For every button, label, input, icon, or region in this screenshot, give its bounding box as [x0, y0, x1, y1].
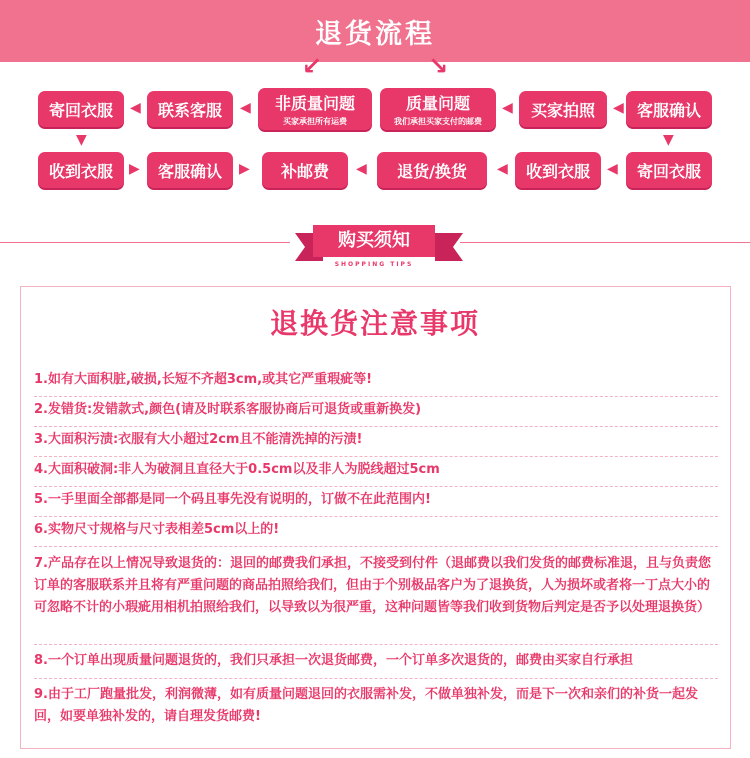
- arrow-right-icon: ▶: [239, 161, 250, 177]
- arrow-left-icon: ◀: [497, 161, 508, 177]
- rule-7: 7.产品存在以上情况导致退货的：退回的邮费我们承担，不接受到付件（退邮费以我们发货的邮费标准退，且与负责您订单的客服联系并且将有严重问题的商品拍照给我们，但由于个别极品客户为了退换货，人为损坏或者将一丁点大小的可忽略不计的小瑕疵用相机拍照给我们，以导致以为很严重，这种问题皆等我们收到货物后判定是否予以处理退换货）: [34, 556, 711, 615]
- rule-divider: [34, 396, 718, 397]
- arrow-left-icon: ◀: [607, 161, 618, 177]
- flow-step-service-confirm: 客服确认: [626, 91, 712, 127]
- notice-title: 退换货注意事项: [269, 307, 480, 340]
- rule-6: 6.实物尺寸规格与尺寸表相差5cm以上的!: [34, 522, 280, 537]
- flow-step-pay-postage: 补邮费: [262, 152, 348, 188]
- rule-5: 5.一手里面全部都是同一个码且事先没有说明的，订做不在此范围内!: [34, 492, 431, 507]
- shopping-tips-ribbon: 购买须知: [313, 225, 435, 257]
- flow-step-contact-service: 联系客服: [147, 91, 233, 127]
- shopping-tips-subtitle: SHOPPING TIPS: [334, 261, 414, 268]
- flow-step-return-exchange: 退货/换货: [377, 152, 487, 188]
- arrow-down-icon: ▼: [76, 132, 87, 148]
- return-process-title: 退货流程: [315, 19, 435, 50]
- arrow-left-icon: ◀: [240, 100, 251, 116]
- arrow-left-icon: ◀: [613, 100, 624, 116]
- flow-step-receive-clothes-2: 收到衣服: [515, 152, 601, 188]
- rule-divider: [34, 426, 718, 427]
- rule-divider: [34, 546, 718, 547]
- rule-4: 4.大面积破洞:非人为破洞且直径大于0.5cm以及非人为脱线超过5cm: [34, 462, 440, 477]
- rule-2: 2.发错货:发错款式,颜色(请及时联系客服协商后可退货或重新换发): [34, 402, 422, 417]
- rule-3: 3.大面积污渍:衣服有大小超过2cm且不能清洗掉的污渍!: [34, 432, 363, 447]
- arrow-down-right-icon: ↘: [428, 52, 449, 80]
- flow-step-non-quality: 非质量问题 买家承担所有运费: [258, 88, 372, 130]
- rule-divider: [34, 516, 718, 517]
- flow-step-buyer-photo: 买家拍照: [519, 91, 607, 127]
- divider-left: [0, 242, 290, 243]
- ribbon-tail-right: [435, 233, 463, 261]
- divider-right: [460, 242, 750, 243]
- rule-1: 1.如有大面积脏,破损,长短不齐超3cm,或其它严重瑕疵等!: [34, 372, 373, 387]
- rule-9: 9.由于工厂跑量批发，利润微薄，如有质量问题退回的衣服需补发，不做单独补发，而是下一次和亲们的补货一起发回，如要单独补发的，请自理发货邮费!: [34, 687, 698, 724]
- arrow-right-icon: ▶: [129, 161, 140, 177]
- rule-divider: [34, 486, 718, 487]
- rule-divider: [34, 678, 718, 679]
- arrow-left-icon: ◀: [502, 100, 513, 116]
- flow-step-receive-clothes: 收到衣服: [38, 152, 124, 188]
- arrow-left-icon: ◀: [130, 100, 141, 116]
- flow-step-service-confirm-2: 客服确认: [147, 152, 233, 188]
- flow-step-send-back-2: 寄回衣服: [626, 152, 712, 188]
- arrow-down-left-icon: ↙: [302, 52, 323, 80]
- rule-divider: [34, 456, 718, 457]
- flow-step-quality: 质量问题 我们承担买家支付的邮费: [380, 88, 496, 130]
- notice-panel: [20, 286, 731, 749]
- rule-8: 8.一个订单出现质量问题退货的，我们只承担一次退货邮费，一个订单多次退货的，邮费由买家自行承担: [34, 653, 633, 668]
- rule-divider: [34, 644, 718, 645]
- arrow-left-icon: ◀: [356, 161, 367, 177]
- arrow-down-icon: ▼: [663, 132, 674, 148]
- flow-step-send-back: 寄回衣服: [38, 91, 124, 127]
